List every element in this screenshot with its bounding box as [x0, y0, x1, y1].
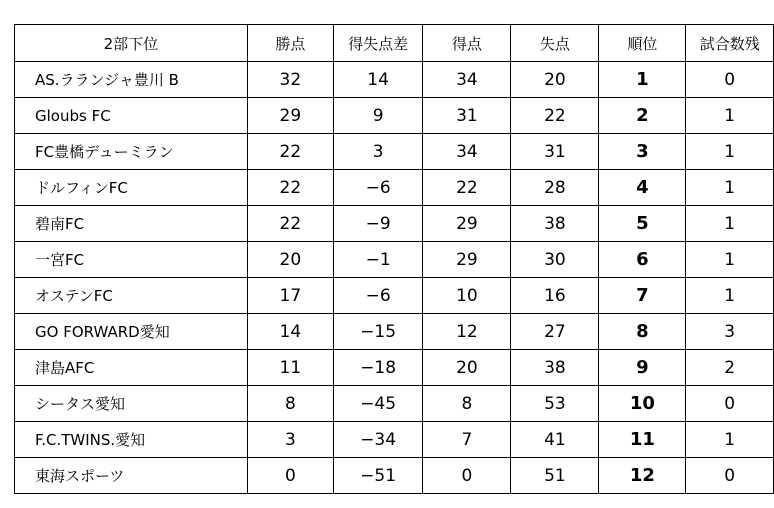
rank-cell: 1 — [599, 62, 686, 98]
remaining-cell: 1 — [686, 98, 774, 134]
remaining-cell: 3 — [686, 314, 774, 350]
table-row — [15, 458, 774, 494]
remaining-cell: 0 — [686, 386, 774, 422]
table-row — [15, 170, 774, 206]
points-cell: 11 — [247, 350, 333, 386]
team-name: 津島AFC — [15, 350, 248, 386]
remaining-cell: 1 — [686, 134, 774, 170]
goal-diff-cell: −18 — [333, 350, 423, 386]
points-cell: 22 — [247, 134, 333, 170]
goals-for-cell: 10 — [423, 278, 511, 314]
table-row — [15, 98, 774, 134]
goals-against-cell: 28 — [511, 170, 599, 206]
remaining-cell: 1 — [686, 422, 774, 458]
team-name: AS.ラランジャ豊川 B — [15, 62, 248, 98]
points-cell: 32 — [247, 62, 333, 98]
goals-against-cell: 51 — [511, 458, 599, 494]
rank-cell: 12 — [599, 458, 686, 494]
rank-cell: 5 — [599, 206, 686, 242]
goals-for-cell: 20 — [423, 350, 511, 386]
points-cell: 14 — [247, 314, 333, 350]
points-cell: 22 — [247, 170, 333, 206]
remaining-cell: 1 — [686, 170, 774, 206]
remaining-cell: 0 — [686, 458, 774, 494]
goal-diff-cell: −6 — [333, 278, 423, 314]
header-points: 勝点 — [247, 25, 333, 62]
points-cell: 17 — [247, 278, 333, 314]
table-row — [15, 242, 774, 278]
table-row — [15, 278, 774, 314]
goals-against-cell: 20 — [511, 62, 599, 98]
goal-diff-cell: 3 — [333, 134, 423, 170]
goals-against-cell: 30 — [511, 242, 599, 278]
rank-cell: 3 — [599, 134, 686, 170]
rank-cell: 4 — [599, 170, 686, 206]
goals-against-cell: 53 — [511, 386, 599, 422]
table-row — [15, 206, 774, 242]
points-cell: 20 — [247, 242, 333, 278]
header-goal-diff: 得失点差 — [333, 25, 423, 62]
points-cell: 3 — [247, 422, 333, 458]
rank-cell: 6 — [599, 242, 686, 278]
header-rank: 順位 — [599, 25, 686, 62]
table-row — [15, 350, 774, 386]
team-name: ドルフィンFC — [15, 170, 248, 206]
header-remaining: 試合数残 — [686, 25, 774, 62]
rank-cell: 10 — [599, 386, 686, 422]
team-name: 一宮FC — [15, 242, 248, 278]
remaining-cell: 2 — [686, 350, 774, 386]
goals-for-cell: 34 — [423, 134, 511, 170]
table-row — [15, 314, 774, 350]
goals-against-cell: 38 — [511, 206, 599, 242]
team-name: FC豊橋デューミラン — [15, 134, 248, 170]
rank-cell: 9 — [599, 350, 686, 386]
goal-diff-cell: −45 — [333, 386, 423, 422]
goals-for-cell: 29 — [423, 242, 511, 278]
points-cell: 8 — [247, 386, 333, 422]
header-goals-against: 失点 — [511, 25, 599, 62]
goals-for-cell: 8 — [423, 386, 511, 422]
goals-for-cell: 31 — [423, 98, 511, 134]
table-row — [15, 422, 774, 458]
goal-diff-cell: 9 — [333, 98, 423, 134]
goal-diff-cell: −6 — [333, 170, 423, 206]
points-cell: 0 — [247, 458, 333, 494]
goals-for-cell: 12 — [423, 314, 511, 350]
remaining-cell: 0 — [686, 62, 774, 98]
header-row — [15, 25, 774, 62]
goal-diff-cell: −51 — [333, 458, 423, 494]
rank-cell: 8 — [599, 314, 686, 350]
rank-cell: 11 — [599, 422, 686, 458]
points-cell: 29 — [247, 98, 333, 134]
team-name: Gloubs FC — [15, 98, 248, 134]
goals-against-cell: 22 — [511, 98, 599, 134]
goal-diff-cell: −15 — [333, 314, 423, 350]
rank-cell: 2 — [599, 98, 686, 134]
team-name: 碧南FC — [15, 206, 248, 242]
goals-against-cell: 41 — [511, 422, 599, 458]
goals-against-cell: 38 — [511, 350, 599, 386]
header-goals-for: 得点 — [423, 25, 511, 62]
goals-for-cell: 7 — [423, 422, 511, 458]
goals-against-cell: 16 — [511, 278, 599, 314]
team-name: 東海スポーツ — [15, 458, 248, 494]
table-row — [15, 134, 774, 170]
goals-against-cell: 27 — [511, 314, 599, 350]
goals-for-cell: 29 — [423, 206, 511, 242]
goals-for-cell: 34 — [423, 62, 511, 98]
goal-diff-cell: −1 — [333, 242, 423, 278]
team-name: シータス愛知 — [15, 386, 248, 422]
header-team: 2部下位 — [15, 25, 248, 62]
points-cell: 22 — [247, 206, 333, 242]
team-name: GO FORWARD愛知 — [15, 314, 248, 350]
table-row — [15, 62, 774, 98]
rank-cell: 7 — [599, 278, 686, 314]
goals-for-cell: 22 — [423, 170, 511, 206]
goal-diff-cell: −34 — [333, 422, 423, 458]
remaining-cell: 1 — [686, 206, 774, 242]
goal-diff-cell: −9 — [333, 206, 423, 242]
table-row — [15, 386, 774, 422]
team-name: オステンFC — [15, 278, 248, 314]
team-name: F.C.TWINS.愛知 — [15, 422, 248, 458]
remaining-cell: 1 — [686, 242, 774, 278]
goals-for-cell: 0 — [423, 458, 511, 494]
standings-table — [14, 24, 774, 494]
remaining-cell: 1 — [686, 278, 774, 314]
goals-against-cell: 31 — [511, 134, 599, 170]
goal-diff-cell: 14 — [333, 62, 423, 98]
